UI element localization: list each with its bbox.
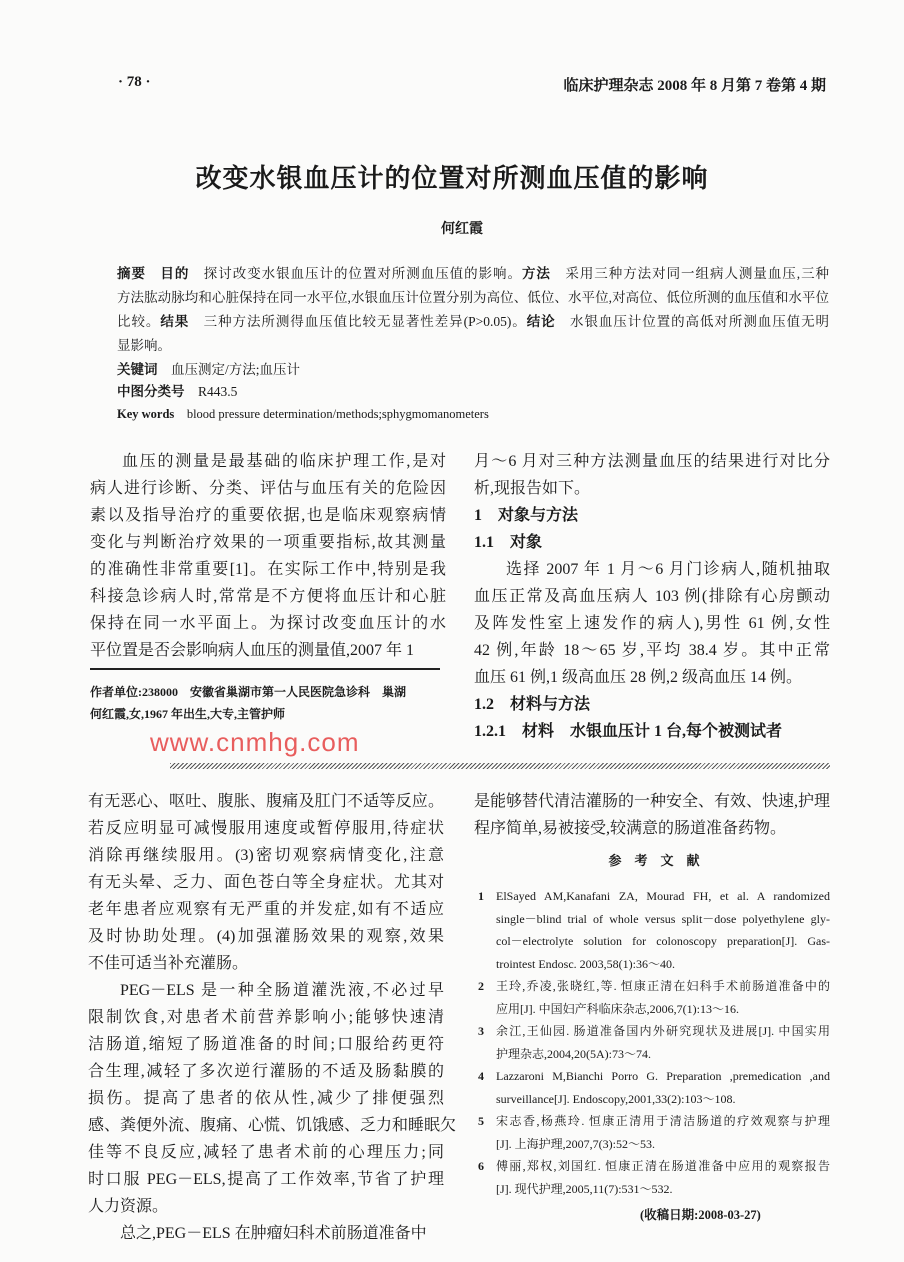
keywords bbox=[117, 361, 300, 379]
footnote bbox=[90, 681, 406, 725]
text-line: 血压 61 例,1 级高血压 28 例,2 级高血压 14 例。 bbox=[474, 669, 803, 686]
text-line: 感、粪便外流、腹痛、心慌、饥饿感、乏力和睡眠欠 bbox=[88, 1117, 457, 1134]
abstract-text: 显影响。 bbox=[117, 338, 171, 353]
text-line: 合生理,减轻了多次逆行灌肠的不适及肠黏膜的 bbox=[88, 1063, 444, 1080]
reference-number: 2 bbox=[478, 979, 484, 993]
text-line: PEG－ELS 是一种全肠道灌洗液,不必过早 bbox=[120, 982, 444, 999]
abstract-text: 探讨改变水银血压计的位置对所测血压值的影响。 bbox=[189, 266, 522, 281]
abstract bbox=[117, 262, 829, 358]
abstract-line bbox=[117, 334, 829, 358]
reference-number: 1 bbox=[478, 889, 484, 903]
reference-item bbox=[478, 1065, 830, 1110]
reference-line: 王玲,乔凌,张晓红,等. 恒康正清在妇科手术前肠道准备中的 bbox=[496, 979, 830, 993]
text-line: 保持在同一水平面上。为探讨改变血压计的水 bbox=[90, 615, 446, 632]
abstract-text: 方法肱动脉均和心脏保持在同一水平位,水银血压计位置分别为高位、低位、水平位,对高位、低位所测的血压值和水平位 bbox=[117, 290, 829, 305]
footnote-author-bio: 何红霞,女,1967 年出生,大专,主管护师 bbox=[90, 707, 286, 721]
section-heading: 1.1 对象 bbox=[474, 534, 543, 551]
received-date: (收稿日期:2008-03-27) bbox=[640, 1208, 761, 1222]
reference-number: 6 bbox=[478, 1159, 484, 1173]
body-left-top bbox=[90, 448, 446, 664]
keywords-value: 血压测定/方法;血压计 bbox=[171, 362, 301, 377]
text-line: 人力资源。 bbox=[88, 1198, 169, 1215]
text-line: 有无恶心、呕吐、腹胀、腹痛及肛门不适等反应。 bbox=[88, 793, 444, 810]
text-line: 选择 2007 年 1 月～6 月门诊病人,随机抽取 bbox=[506, 561, 830, 578]
keywords-en-label: Key words bbox=[117, 407, 175, 421]
text-line: 时口服 PEG－ELS,提高了工作效率,节省了护理 bbox=[88, 1171, 444, 1188]
abstract-line bbox=[117, 262, 829, 286]
abstract-label: 摘要 bbox=[117, 266, 146, 281]
watermark: www.cnmhg.com bbox=[150, 727, 360, 757]
reference-line: 余江,王仙园. 肠道准备国内外研究现状及进展[J]. 中国实用 bbox=[496, 1024, 830, 1038]
text-line: 及时协助处理。(4)加强灌肠效果的观察,效果 bbox=[88, 928, 444, 945]
reference-item bbox=[478, 1155, 830, 1200]
reference-line: 傅丽,郑权,刘国红. 恒康正清在肠道准备中应用的观察报告 bbox=[496, 1159, 830, 1173]
abstract-section-label: 方法 bbox=[521, 266, 551, 281]
body-right-bottom bbox=[474, 788, 831, 842]
text-line: 平位置是否会影响病人血压的测量值,2007 年 1 bbox=[90, 642, 415, 659]
reference-item bbox=[478, 1020, 830, 1065]
reference-line: col－electrolyte solution for colonoscopy preparation[J]. Gas- bbox=[496, 934, 830, 948]
text-line: 血压正常及高血压病人 103 例(排除有心房颤动 bbox=[474, 588, 830, 605]
section-divider bbox=[170, 763, 830, 769]
references-title: 参 考 文 献 bbox=[608, 853, 700, 868]
abstract-section-label: 目的 bbox=[160, 266, 190, 281]
text-line: 析,现报告如下。 bbox=[474, 480, 591, 497]
text-line: 不佳可适当补充灌肠。 bbox=[88, 955, 249, 972]
text-line: 佳等不良反应,减轻了患者术前的心理压力;同 bbox=[88, 1144, 444, 1161]
keywords-label: 关键词 bbox=[117, 362, 158, 377]
page-number: · 78 · bbox=[118, 74, 151, 90]
reference-line: [J]. 上海护理,2007,7(3):52～53. bbox=[496, 1136, 655, 1151]
abstract-line bbox=[117, 286, 829, 310]
abstract-line bbox=[117, 310, 829, 334]
text-line: 损伤。提高了患者的依从性,减少了排便强烈 bbox=[88, 1090, 444, 1107]
text-line: 及阵发性室上速发作的病人),男性 61 例,女性 bbox=[474, 615, 830, 632]
text-line: 老年患者应观察有无严重的并发症,如有不适应 bbox=[88, 901, 444, 918]
text-line: 42 例,年龄 18～65 岁,平均 38.4 岁。其中正常 bbox=[474, 642, 830, 659]
footnote-rule bbox=[90, 668, 440, 670]
reference-line: 护理杂志,2004,20(5A):73～74. bbox=[496, 1046, 651, 1061]
footnote-affiliation: 作者单位:238000 安徽省巢湖市第一人民医院急诊科 巢湖 bbox=[90, 685, 406, 699]
reference-item bbox=[478, 975, 830, 1020]
reference-number: 3 bbox=[478, 1024, 484, 1038]
text-line: 病人进行诊断、分类、评估与血压有关的危险因 bbox=[90, 480, 446, 497]
text-line: 限制饮食,对患者术前营养影响小;能够快速清 bbox=[88, 1009, 444, 1026]
abstract-section-label: 结论 bbox=[526, 314, 556, 329]
text-line: 是能够替代清洁灌肠的一种安全、有效、快速,护理 bbox=[474, 793, 831, 810]
reference-line: [J]. 现代护理,2005,11(7):531～532. bbox=[496, 1181, 673, 1196]
classification-value: R443.5 bbox=[198, 384, 238, 399]
abstract-text: 比较。 bbox=[117, 314, 161, 329]
text-line: 的准确性非常重要[1]。在实际工作中,特别是我 bbox=[90, 561, 446, 578]
reference-line: single－blind trial of whole versus split－dose polyethylene gly- bbox=[496, 911, 830, 926]
text-line: 洁肠道,缩短了肠道准备的时间;口服给药更符 bbox=[88, 1036, 444, 1053]
text-line: 程序简单,易被接受,较满意的肠道准备药物。 bbox=[474, 820, 787, 837]
reference-number: 5 bbox=[478, 1114, 484, 1128]
reference-line: ElSayed AM,Kanafani ZA, Mourad FH, et al. A randomized bbox=[496, 889, 830, 903]
reference-number: 4 bbox=[478, 1069, 484, 1083]
keywords-en bbox=[117, 405, 489, 423]
abstract-text: 水银血压计位置的高低对所测血压值无明 bbox=[555, 314, 830, 329]
text-line: 消除再继续服用。(3)密切观察病情变化,注意 bbox=[88, 847, 444, 864]
abstract-section-label: 结果 bbox=[160, 314, 190, 329]
reference-line: Lazzaroni M,Bianchi Porro G. Preparation ,premedication ,and bbox=[496, 1069, 830, 1083]
text-line: 血压的测量是最基础的临床护理工作,是对 bbox=[122, 453, 446, 470]
text-line: 有无头晕、乏力、面色苍白等全身症状。尤其对 bbox=[88, 874, 444, 891]
body-right-top bbox=[474, 448, 830, 745]
author: 何红霞 bbox=[441, 222, 483, 237]
text-line: 月～6 月对三种方法测量血压的结果进行对比分 bbox=[474, 453, 830, 470]
references-list bbox=[478, 885, 830, 1200]
text-line: 科接急诊病人时,常常是不方便将血压计和心脏 bbox=[90, 588, 446, 605]
reference-line: 应用[J]. 中国妇产科临床杂志,2006,7(1):13～16. bbox=[496, 1001, 739, 1016]
text-line: 总之,PEG－ELS 在肿瘤妇科术前肠道准备中 bbox=[120, 1225, 427, 1242]
reference-item bbox=[478, 1110, 830, 1155]
classification bbox=[117, 383, 237, 401]
reference-item bbox=[478, 885, 830, 975]
body-left-bottom bbox=[88, 788, 457, 1247]
abstract-text: 采用三种方法对同一组病人测量血压,三种 bbox=[550, 266, 830, 281]
reference-line: trointest Endosc. 2003,58(1):36～40. bbox=[496, 956, 675, 971]
text-line: 变化与判断治疗效果的一项重要指标,故其测量 bbox=[90, 534, 446, 551]
reference-line: 宋志香,杨燕玲. 恒康正清用于清洁肠道的疗效观察与护理 bbox=[496, 1114, 830, 1128]
classification-label: 中图分类号 bbox=[117, 384, 185, 399]
keywords-en-value: blood pressure determination/methods;sphygmomanometers bbox=[186, 407, 489, 421]
section-heading: 1 对象与方法 bbox=[474, 507, 579, 524]
text-line: 若反应明显可减慢服用速度或暂停服用,待症状 bbox=[88, 820, 444, 837]
section-heading: 1.2.1 材料 水银血压计 1 台,每个被测试者 bbox=[474, 723, 783, 740]
abstract-text: 三种方法所测得血压值比较无显著性差异(P>0.05)。 bbox=[189, 314, 527, 329]
reference-line: surveillance[J]. Endoscopy,2001,33(2):103～108. bbox=[496, 1091, 736, 1106]
section-heading: 1.2 材料与方法 bbox=[474, 696, 591, 713]
text-line: 素以及指导治疗的重要依据,也是临床观察病情 bbox=[90, 507, 446, 524]
article-title: 改变水银血压计的位置对所测血压值的影响 bbox=[195, 164, 709, 193]
journal-header: 临床护理杂志 2008 年 8 月第 7 卷第 4 期 bbox=[563, 78, 826, 94]
